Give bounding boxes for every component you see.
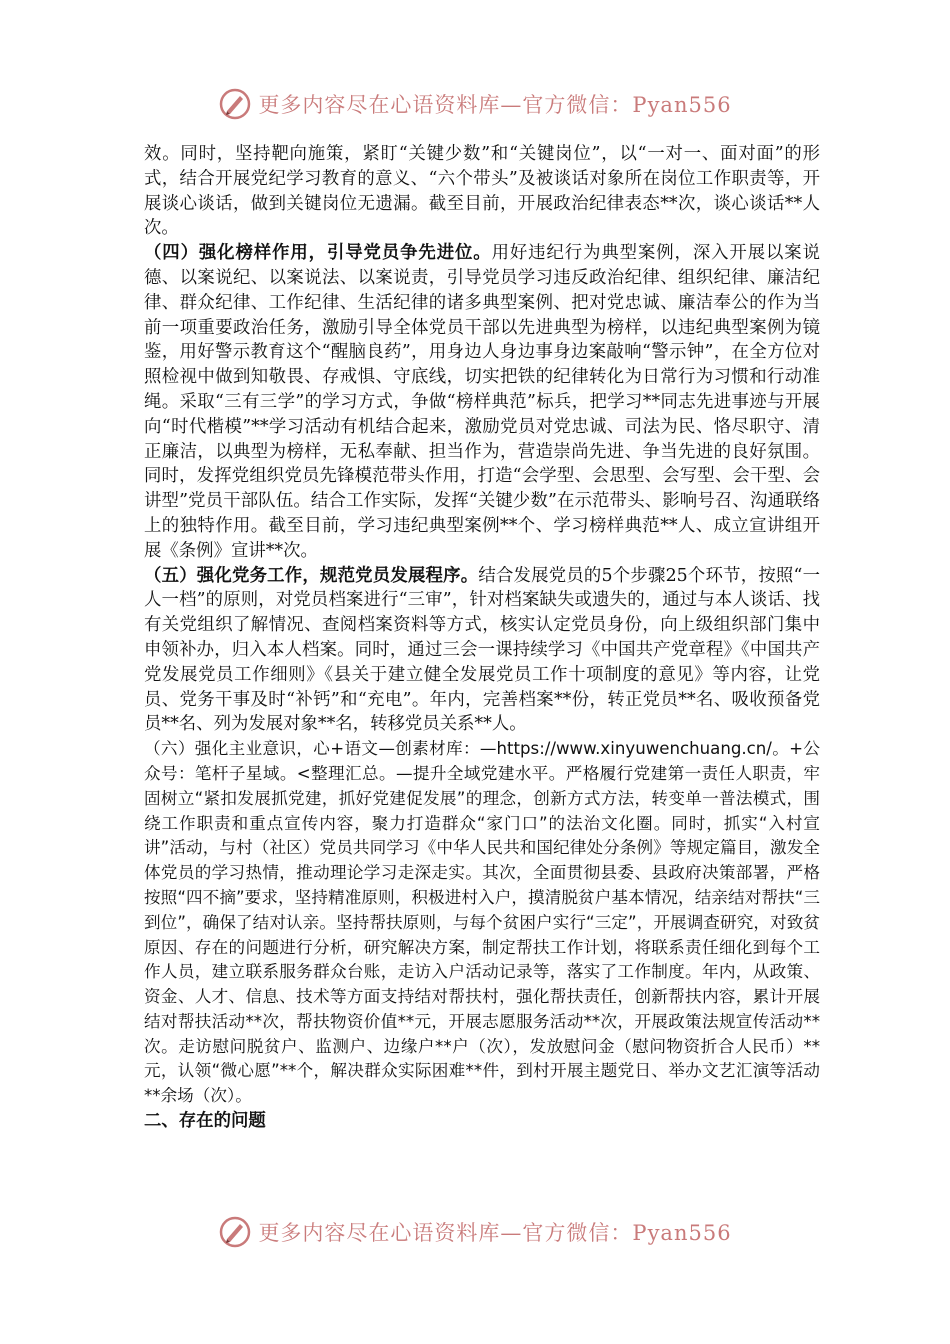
paragraph-3 xyxy=(144,564,820,738)
pen-logo-icon xyxy=(218,87,252,121)
section-5-body: 结合发展党员的5个步骤25个环节，按照“一人一档”的原则，对党员档案进行“三审”，针对档案缺失或遗失的，通过与本人谈话、找有关党组织了解情况、查阅档案资料等方式，核实认定党员身份，向上级组织部门集中申领补办，归入本人档案。同时，通过三会一课持续学习《中国共产党章程》《中国共产党发展党员工作细则》《县关于建立健全发展党员工作十项制度的意见》等内容，让党员、党务干事及时“补钙”和“充电”。年内，完善档案**份，转正党员**名、吸收预备党员**名、列为发展对象**名，转移党员关系**人。 xyxy=(144,565,820,735)
paragraph-2 xyxy=(144,241,820,563)
watermark-text: 更多内容尽在心语资料库—官方微信：Pyan556 xyxy=(258,93,732,117)
section-heading-problems: 二、存在的问题 xyxy=(144,1111,266,1132)
watermark-banner-bottom xyxy=(0,1212,950,1252)
section-4-title: （四）强化榜样作用，引导党员争先进位。 xyxy=(144,243,492,264)
watermark-banner-top xyxy=(0,84,950,124)
watermark-text: 更多内容尽在心语资料库—官方微信：Pyan556 xyxy=(258,1221,732,1245)
document-body xyxy=(144,142,820,1134)
section-4-body: 用好违纪行为典型案例，深入开展以案说德、以案说纪、以案说法、以案说责，引导党员学习违反政治纪律、组织纪律、廉洁纪律、群众纪律、工作纪律、生活纪律的诸多典型案例、把对党忠诚、廉洁奉公的作为当前一项重要政治任务，激励引导全体党员干部以先进典型为榜样，以违纪典型案例为镜鉴，用好警示教育这个“醒脑良药”，用身边人身边事身边案敲响“警示钟”，在全方位对照检视中做到知敬畏、存戒惧、守底线，切实把铁的纪律转化为日常行为习惯和行动准绳。采取“三有三学”的学习方式，争做“榜样典范”标兵，把学习**同志先进事迹与开展向“时代楷模”**学习活动有机结合起来，激励党员对党忠诚、司法为民、恪尽职守、清正廉洁，以典型为榜样，无私奉献、担当作为，营造崇尚先进、争当先进的良好氛围。同时，发挥党组织党员先锋模范带头作用，打造“会学型、会思型、会写型、会干型、会讲型”党员干部队伍。结合工作实际，发挥“关键少数”在示范带头、影响号召、沟通联络上的独特作用。截至目前，学习违纪典型案例**个、学习榜样典范**人、成立宣讲组开展《条例》宣讲**次。 xyxy=(144,243,820,561)
section-5-title: （五）强化党务工作，规范党员发展程序。 xyxy=(144,565,479,586)
paragraph-1: 效。同时，坚持靶向施策，紧盯“关键少数”和“关键岗位”，以“一对一、面对面”的形式，结合开展党纪学习教育的意义、“六个带头”及被谈话对象所在岗位工作职责等，开展谈心谈话，做到关键岗位无遗漏。截至目前，开展政治纪律表态**次，谈心谈话**人次。 xyxy=(144,144,820,239)
paragraph-4: （六）强化主业意识，心+语文—创素材库：—https://www.xinyuwenchuang.cn/。+公众号：笔杆子星域。<整理汇总。—提升全域党建水平。严格履行党建第一责任人职责，牢固树立“紧扣发展抓党建，抓好党建促发展”的理念，创新方式方法，转变单一普法模式，围绕工作职责和重点宣传内容，聚力打造群众“家门口”的法治文化圈。同时，抓实“入村宣讲”活动，与村（社区）党员共同学习《中华人民共和国纪律处分条例》等规定篇目，激发全体党员的学习热情，推动理论学习走深走实。其次，全面贯彻县委、县政府决策部署，严格按照“四不摘”要求，坚持精准原则，积极进村入户，摸清脱贫户基本情况，结亲结对帮扶“三到位”，确保了结对认亲。坚持帮扶原则，与每个贫困户实行“三定”，开展调查研究，对致贫原因、存在的问题进行分析，研究解决方案，制定帮扶工作计划，将联系责任细化到每个工作人员，建立联系服务群众台账，走访入户活动记录等，落实了工作制度。年内，从政策、资金、人才、信息、技术等方面支持结对帮扶村，强化帮扶责任，创新帮扶内容，累计开展结对帮扶活动**次，帮扶物资价值**元，开展志愿服务活动**次，开展政策法规宣传活动**次。走访慰问脱贫户、监测户、边缘户**户（次），发放慰问金（慰问物资折合人民币）**元，认领“微心愿”**个，解决群众实际困难**件，到村开展主题党日、举办文艺汇演等活动**余场（次）。 xyxy=(144,739,820,1106)
pen-logo-icon xyxy=(218,1215,252,1249)
